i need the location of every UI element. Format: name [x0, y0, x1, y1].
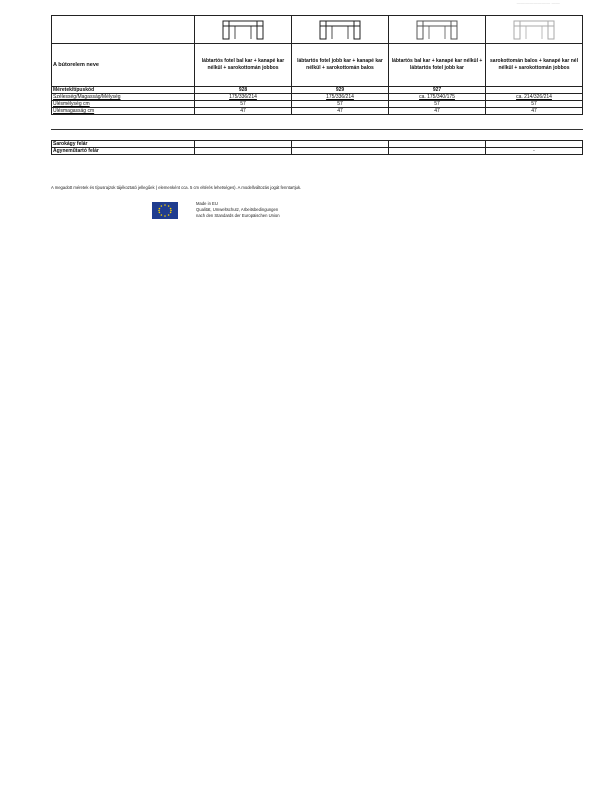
- seat-height-cell: 47: [292, 108, 389, 115]
- dims-cell: ca. 214/326/214: [516, 94, 552, 100]
- seat-height-cell: 47: [486, 108, 583, 115]
- name-cell: lábtartós bal kar + kanapé kar nélkül + lábtartós fotel jobb kar: [389, 44, 486, 87]
- seat-depth-row: [52, 101, 583, 108]
- code-cell: [486, 87, 583, 94]
- corner-fee-cell: [195, 141, 292, 148]
- seat-depth-cell: 57: [292, 101, 389, 108]
- bed-fee-cell: [195, 148, 292, 155]
- bed-fee-cell: [292, 148, 389, 155]
- name-cell: lábtartós fotel jobb kar + kanapé kar nélkül + sarokottomán balos: [292, 44, 389, 87]
- sofa-drawing-929: [292, 16, 389, 44]
- corner-fee-row: [52, 141, 583, 148]
- sofa-drawing-927: [389, 16, 486, 44]
- eu-line-3: nach den Standards der Europäischen Union: [196, 213, 280, 218]
- eu-text: [196, 201, 280, 219]
- dims-cell: 175/336/214: [229, 94, 257, 100]
- seat-height-label: Ülésmagasság cm: [52, 108, 195, 115]
- dims-label: Szélesség/Magasság/Mélység: [52, 94, 195, 101]
- name-row: [52, 44, 583, 87]
- seat-depth-cell: 57: [486, 101, 583, 108]
- spec-table: [51, 15, 583, 115]
- code-label: Méretek/típuskód: [52, 87, 195, 94]
- corner-fee-cell: [292, 141, 389, 148]
- seat-depth-cell: 57: [389, 101, 486, 108]
- bed-fee-cell: [389, 148, 486, 155]
- seat-height-cell: 47: [195, 108, 292, 115]
- code-cell: 927: [389, 87, 486, 94]
- bed-fee-row: [52, 148, 583, 155]
- separator-line: [51, 129, 583, 130]
- bed-fee-label: Ágyneműtartó felár: [52, 148, 195, 155]
- footnote: A megadott méretek és típusrajzok tájékoztató jellegűek ( elemenként cca. 5 cm eltérés lehetséges). A modellváltozás jogát fenntartjuk.: [51, 185, 302, 190]
- empty-cell: [52, 16, 195, 44]
- seat-height-row: [52, 108, 583, 115]
- corner-fee-cell: [486, 141, 583, 148]
- name-cell: sarokottomán balos + kanapé kar nél nélkül + sarokottomán jobbos: [486, 44, 583, 87]
- dims-row: [52, 94, 583, 101]
- seat-height-cell: 47: [389, 108, 486, 115]
- corner-fee-cell: [389, 141, 486, 148]
- name-label: A bútorelem neve: [52, 44, 195, 87]
- bed-fee-cell: -: [486, 148, 583, 155]
- image-row: [52, 16, 583, 44]
- header-text: ———————— ——: [516, 0, 560, 5]
- code-row: [52, 87, 583, 94]
- eu-flag-icon: [152, 202, 178, 219]
- sofa-drawing-4: [486, 16, 583, 44]
- eu-line-1: Made in EU: [196, 201, 218, 206]
- extras-table: [51, 140, 583, 155]
- seat-depth-label: Ülésmélység cm: [52, 101, 195, 108]
- dims-cell: ca. 175/340/175: [419, 94, 455, 100]
- sofa-drawing-928: [195, 16, 292, 44]
- eu-line-2: Qualität, Umweltschutz, Arbeitsbedingungen: [196, 207, 279, 212]
- seat-depth-cell: 57: [195, 101, 292, 108]
- code-cell: 929: [292, 87, 389, 94]
- code-cell: 928: [195, 87, 292, 94]
- name-cell: lábtartós fotel bal kar + kanapé kar nélkül + sarokottomán jobbos: [195, 44, 292, 87]
- dims-cell: 175/336/214: [326, 94, 354, 100]
- corner-fee-label: Sarokágy felár: [52, 141, 195, 148]
